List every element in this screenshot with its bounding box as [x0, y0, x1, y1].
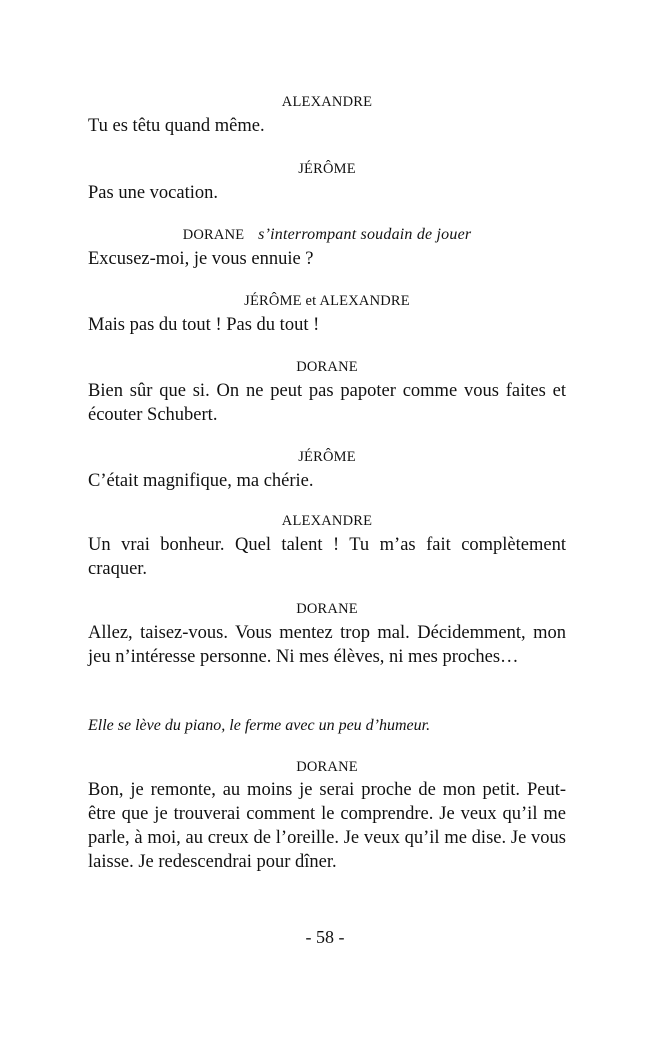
stage-direction-inline: s’interrompant soudain de jouer [258, 226, 472, 243]
speaker-conjunction: et [305, 293, 317, 309]
dialogue-line: Tu es têtu quand même. [88, 116, 265, 136]
speaker-name: DORANE [182, 227, 245, 243]
speaker-name: DORANE [296, 359, 358, 375]
dialogue-line: Mais pas du tout ! Pas du tout ! [88, 315, 320, 335]
dialogue-line: C’était magnifique, ma chérie. [88, 471, 314, 491]
speaker-name: ALEXANDRE [281, 513, 373, 529]
speaker-name: JÉRÔME [298, 161, 356, 177]
page-number: - 58 - [305, 927, 345, 947]
dialogue-line: Allez, taisez-vous. Vous mentez trop mal. Décidemment, mon jeu n’intéresse personne. Ni mes élèves, ni mes proches… [88, 623, 566, 667]
speaker-name: DORANE [296, 759, 358, 775]
speaker-name: ALEXANDRE [319, 293, 410, 309]
speaker-with-direction [88, 226, 566, 244]
speaker-name: DORANE [296, 601, 358, 617]
dialogue-line: Bien sûr que si. On ne peut pas papoter comme vous faites et écouter Schubert. [88, 381, 566, 425]
dialogue-line: Excusez-moi, je vous ennuie ? [88, 249, 314, 269]
speaker-name: ALEXANDRE [281, 94, 373, 110]
speaker-pair [88, 292, 566, 310]
dialogue-line: Pas une vocation. [88, 183, 218, 203]
speaker-name: JÉRÔME [244, 293, 302, 309]
dialogue-line: Un vrai bonheur. Quel talent ! Tu m’as fait complètement craquer. [88, 535, 566, 579]
dialogue-line: Bon, je remonte, au moins je serai proche de mon petit. Peut-être que je trouverai comment le comprendre. Je veux qu’il me parle, à moi, au creux de l’oreille. Je veux qu’il me dise. Je vous laisse. Je redescendrai pour dîner. [88, 780, 566, 872]
stage-direction: Elle se lève du piano, le ferme avec un peu d’humeur. [88, 717, 431, 734]
speaker-name: JÉRÔME [298, 449, 356, 465]
